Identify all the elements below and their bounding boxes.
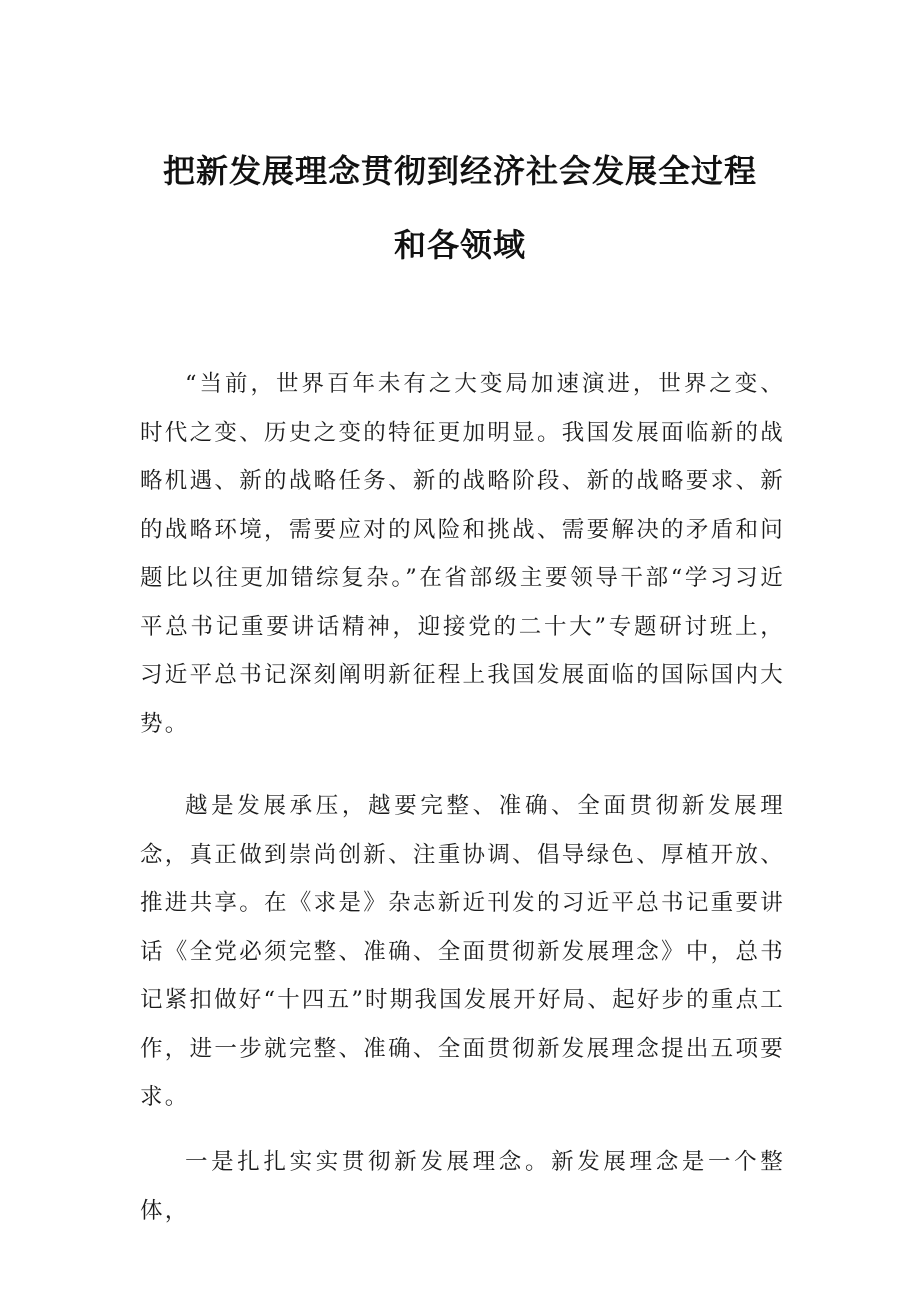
paragraph-2: 越是发展承压，越要完整、准确、全面贯彻新发展理念，真正做到崇尚创新、注重协调、倡导绿色、厚植开放、推进共享。在《求是》杂志新近刊发的习近平总书记重要讲话《全党必须完整、准确、全面贯彻新发展理念》中，总书记紧扣做好“十四五”时期我国发展开好局、起好步的重点工作，进一步就完整、准确、全面贯彻新发展理念提出五项要求。 <box>140 793 785 1110</box>
document-title-line-2: 和各领域 <box>393 226 526 264</box>
document-title-line-1: 把新发展理念贯彻到经济社会发展全过程 <box>162 152 757 190</box>
paragraph-3: 一是扎扎实实贯彻新发展理念。新发展理念是一个整体， <box>140 1149 785 1224</box>
paragraph-1: “当前，世界百年未有之大变局加速演进，世界之变、时代之变、历史之变的特征更加明显。我国发展面临新的战略机遇、新的战略任务、新的战略阶段、新的战略要求、新的战略环境，需要应对的风险和挑战、需要解决的矛盾和问题比以往更加错综复杂。”在省部级主要领导干部“学习习近平总书记重要讲话精神，迎接党的二十大”专题研讨班上，习近平总书记深刻阐明新征程上我国发展面临的国际国内大势。 <box>140 371 785 737</box>
